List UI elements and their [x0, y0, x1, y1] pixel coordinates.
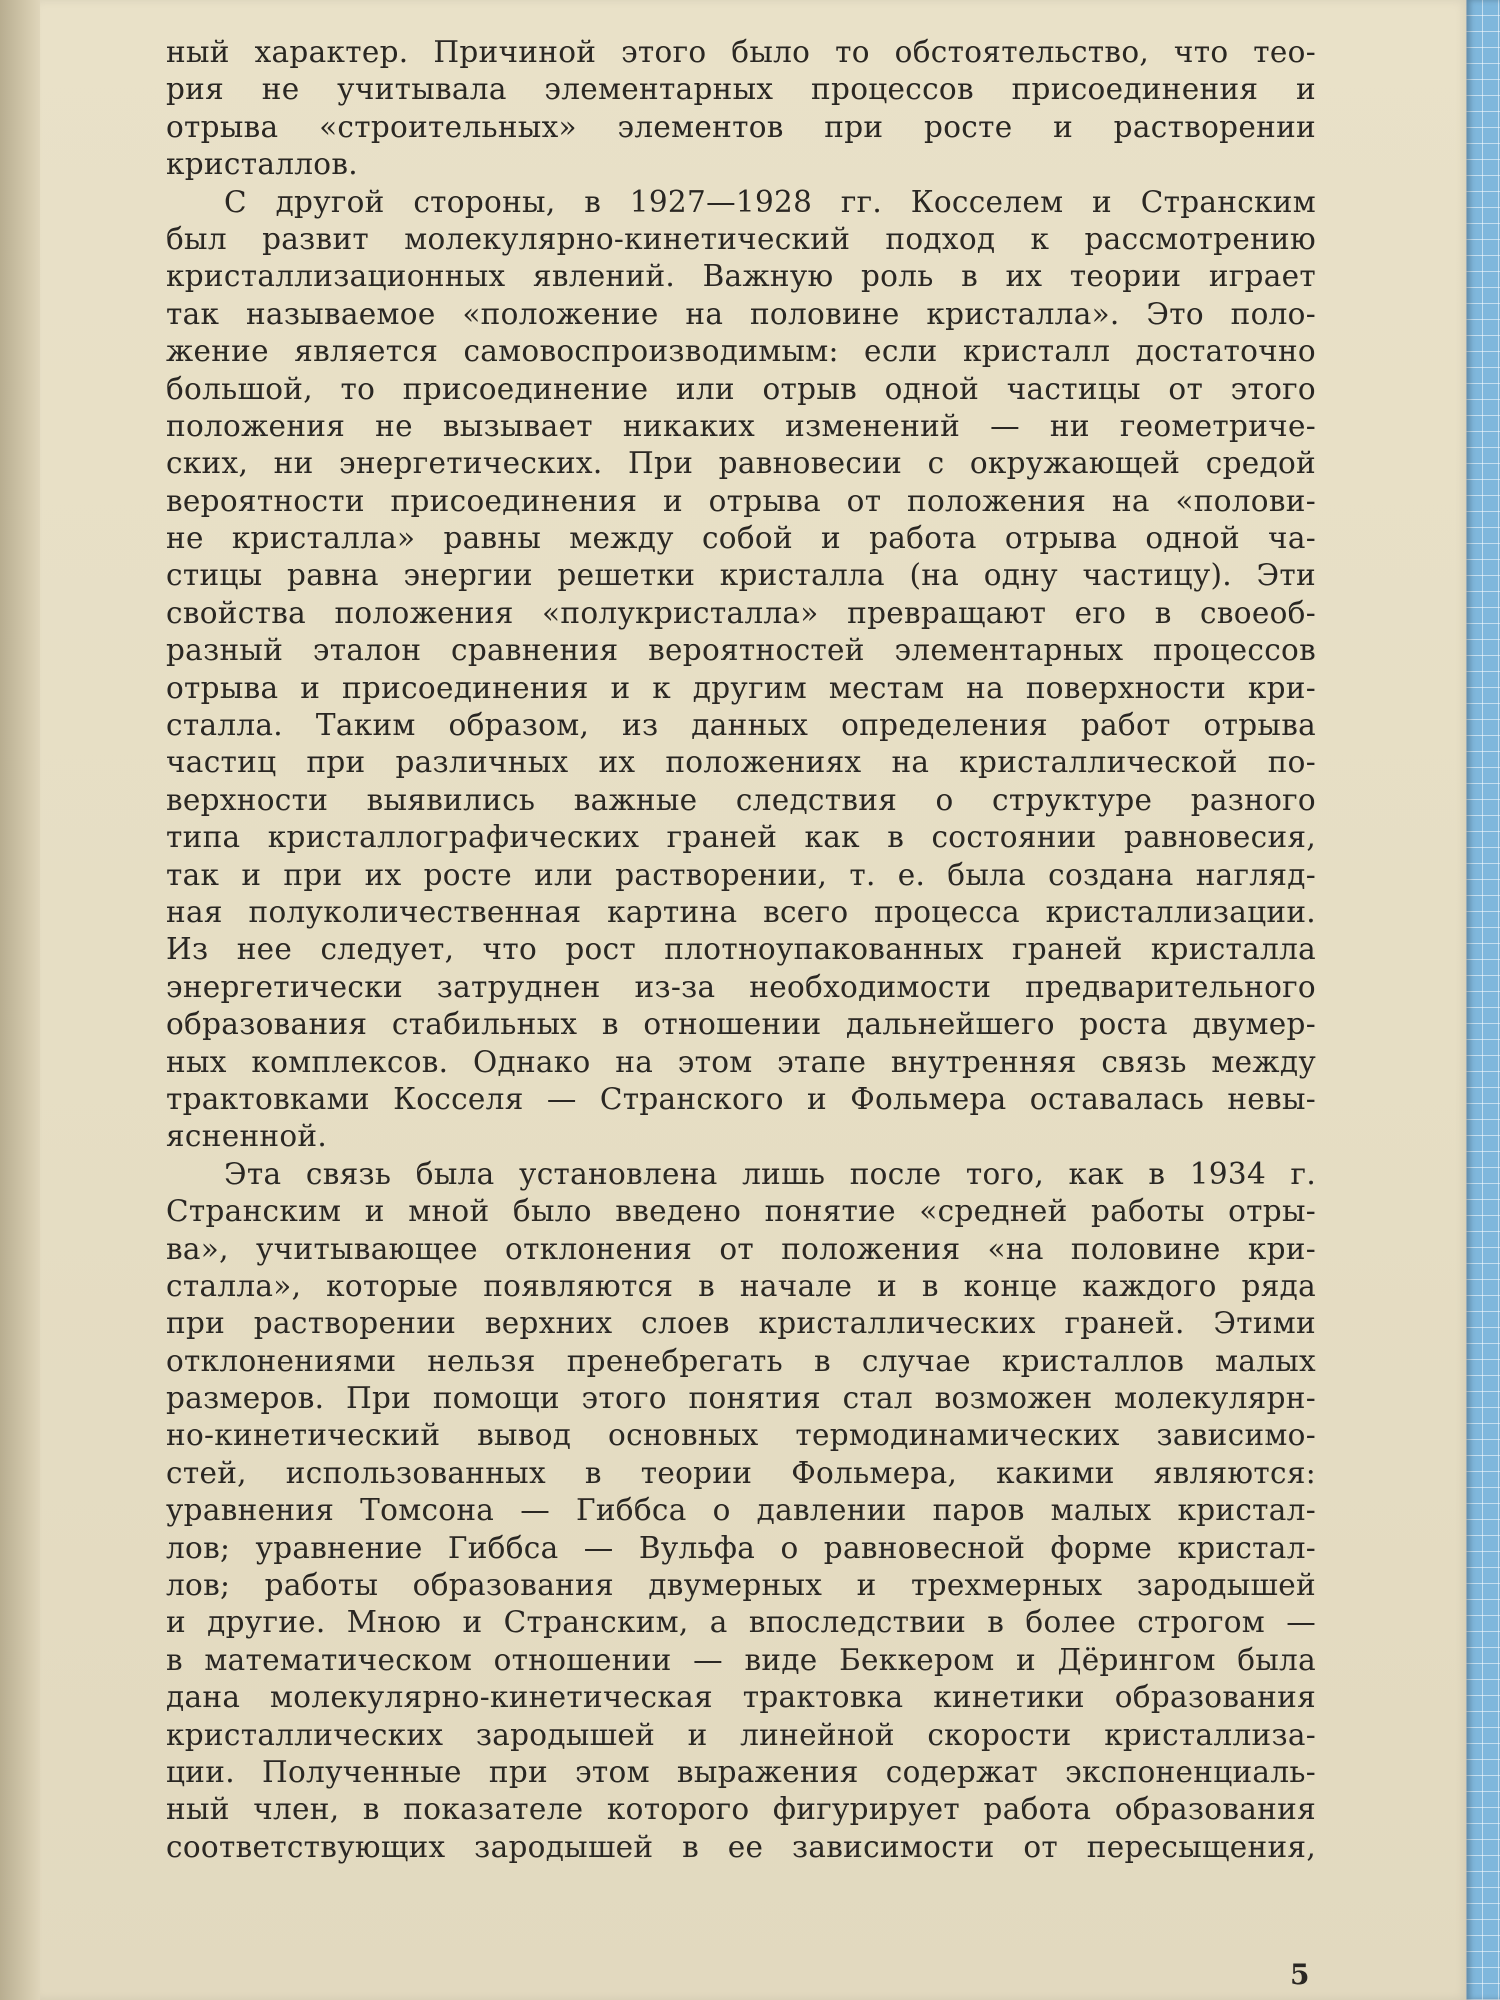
text-line: верхности выявились важные следствия о структуре разного: [166, 782, 1316, 817]
text-line: отрыва и присоединения и к другим местам на поверхности кри-: [166, 670, 1316, 705]
text-line: так и при их росте или растворении, т. е. была создана нагляд-: [166, 857, 1316, 892]
text-line: ная полуколичественная картина всего процесса кристаллизации.: [166, 894, 1316, 929]
text-line: ный характер. Причиной этого было то обстоятельство, что тео-: [166, 35, 1316, 69]
text-line: уравнения Томсона — Гиббса о давлении паров малых кристал-: [166, 1493, 1316, 1528]
text-line: большой, то присоединение или отрыв одной частицы от этого: [166, 371, 1316, 406]
text-line: рия не учитывала элементарных процессов присоединения и: [166, 72, 1316, 107]
paragraph: [166, 34, 1316, 184]
text-line: так называемое «положение на половине кристалла». Это поло-: [166, 296, 1316, 331]
text-line: и другие. Мною и Странским, а впоследствии в более строгом —: [166, 1605, 1316, 1640]
text-line: свойства положения «полукристалла» превращают его в своеоб-: [166, 595, 1316, 630]
text-line: вероятности присоединения и отрыва от положения на «полови-: [166, 483, 1316, 518]
text-line: Странским и мной было введено понятие «средней работы отры-: [166, 1194, 1316, 1229]
text-line: разный эталон сравнения вероятностей элементарных процессов: [166, 633, 1316, 668]
text-line: но-кинетический вывод основных термодинамических зависимо-: [166, 1418, 1316, 1453]
paragraph: [166, 184, 1316, 1156]
text-line: ный член, в показателе которого фигурирует работа образования: [166, 1792, 1316, 1827]
text-line: Эта связь была установлена лишь после того, как в 1934 г.: [224, 1156, 1316, 1191]
page-left-edge: [0, 0, 44, 2000]
text-line: соответствующих зародышей в ее зависимости от пересыщения,: [166, 1829, 1316, 1864]
paragraph: [166, 1156, 1316, 1866]
text-line: в математическом отношении — виде Беккером и Дёрингом была: [166, 1642, 1316, 1677]
text-line: положения не вызывает никаких изменений — ни геометриче-: [166, 408, 1316, 443]
text-line: стей, использованных в теории Фольмера, какими являются:: [166, 1455, 1316, 1490]
text-line: дана молекулярно-кинетическая трактовка кинетики образования: [166, 1680, 1316, 1715]
text-line: С другой стороны, в 1927—1928 гг. Косселем и Странским: [224, 184, 1316, 219]
text-line: ных комплексов. Однако на этом этапе внутренняя связь между: [166, 1044, 1316, 1079]
text-line: сталла», которые появляются в начале и в конце каждого ряда: [166, 1268, 1316, 1303]
text-line: ции. Полученные при этом выражения содержат экспоненциаль-: [166, 1754, 1316, 1789]
text-line: стицы равна энергии решетки кристалла (на одну частицу). Эти: [166, 558, 1316, 593]
text-line: типа кристаллографических граней как в состоянии равновесия,: [166, 820, 1316, 855]
text-line: размеров. При помощи этого понятия стал возможен молекулярн-: [166, 1381, 1316, 1416]
text-line: сталла. Таким образом, из данных определения работ отрыва: [166, 708, 1316, 743]
text-line: ясненной.: [166, 1119, 328, 1154]
text-line: трактовками Косселя — Странского и Фольмера оставалась невы-: [166, 1081, 1316, 1116]
text-line: кристаллических зародышей и линейной скорости кристаллиза-: [166, 1717, 1316, 1752]
text-line: энергетически затруднен из-за необходимости предварительного: [166, 969, 1316, 1004]
text-line: частиц при различных их положениях на кристаллической по-: [166, 745, 1316, 780]
text-line: отрыва «строительных» элементов при росте и растворении: [166, 109, 1316, 144]
text-line: не кристалла» равны между собой и работа отрыва одной ча-: [166, 521, 1316, 556]
text-line: при растворении верхних слоев кристаллических граней. Этими: [166, 1306, 1316, 1341]
text-line: Из нее следует, что рост плотноупакованных граней кристалла: [166, 932, 1316, 967]
text-line: ских, ни энергетических. При равновесии с окружающей средой: [166, 446, 1316, 481]
text-line: кристаллов.: [166, 147, 358, 182]
text-line: лов; работы образования двумерных и трехмерных зародышей: [166, 1568, 1316, 1603]
text-line: отклонениями нельзя пренебрегать в случае кристаллов малых: [166, 1343, 1316, 1378]
page-number: 5: [1290, 1958, 1310, 1991]
text-line: ва», учитывающее отклонения от положения «на половине кри-: [166, 1231, 1316, 1266]
text-line: был развит молекулярно-кинетический подход к рассмотрению: [166, 221, 1316, 256]
text-line: образования стабильных в отношении дальнейшего роста двумер-: [166, 1007, 1316, 1042]
grid-paper-background: [1466, 0, 1500, 2000]
body-text: [166, 34, 1316, 1866]
text-line: кристаллизационных явлений. Важную роль в их теории играет: [166, 259, 1316, 294]
text-line: лов; уравнение Гиббса — Вульфа о равновесной форме кристал-: [166, 1530, 1316, 1565]
text-line: жение является самовоспроизводимым: если кристалл достаточно: [166, 334, 1316, 369]
